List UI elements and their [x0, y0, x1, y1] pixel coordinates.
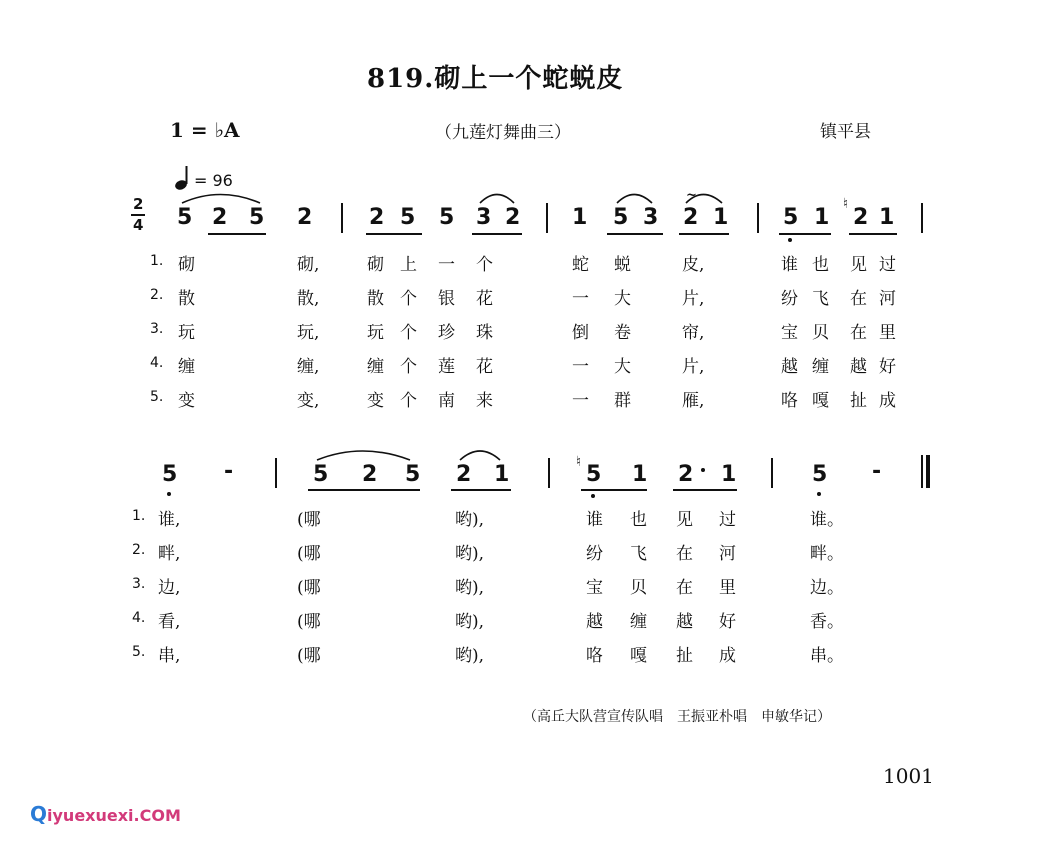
hold-dash: - [872, 459, 882, 484]
lyric: 哟), [455, 578, 485, 598]
slur [480, 195, 514, 204]
lyric: 看, [158, 612, 181, 632]
lyric: 南 [438, 391, 455, 411]
lyric: 个 [400, 391, 417, 411]
lyric: 蜕 [614, 255, 631, 275]
verse-number: 1. [150, 253, 164, 269]
lyric: 玩, [297, 323, 320, 343]
verse-number: 2. [132, 542, 146, 558]
lyric: 贝 [630, 578, 647, 598]
slur [182, 195, 260, 204]
lyric: 一 [572, 289, 589, 309]
lyric: 变 [367, 391, 384, 411]
lyric: (哪 [297, 578, 321, 598]
lyric: 上 [400, 255, 417, 275]
note: 1 [494, 462, 510, 487]
lyric: (哪 [297, 510, 321, 530]
lyric: 成 [879, 391, 896, 411]
note: 2 [362, 462, 378, 487]
note: 5 [249, 205, 265, 230]
lyric: 畔, [158, 544, 181, 564]
note: 1 [713, 205, 729, 230]
lyric: 串, [158, 646, 181, 666]
lyric: 在 [676, 578, 693, 598]
tempo-value: = 96 [194, 171, 233, 190]
note: 5 [162, 462, 178, 487]
note: 1 [632, 462, 648, 487]
lyric: 香。 [810, 612, 844, 632]
verse-number: 1. [132, 508, 146, 524]
note: 1 [814, 205, 830, 230]
lyric: 在 [676, 544, 693, 564]
lyric: 砌 [178, 255, 195, 275]
note: 5 [613, 205, 629, 230]
lyric: 散 [178, 289, 195, 309]
lyric: 也 [630, 510, 647, 530]
note: 2 [297, 205, 313, 230]
lyric: 大 [614, 357, 631, 377]
verse-number: 3. [132, 576, 146, 592]
lyric: 在 [850, 323, 867, 343]
lyric: 来 [476, 391, 493, 411]
page-number: 1001 [883, 764, 934, 788]
lyric: 纷 [586, 544, 603, 564]
watermark-text: iyuexuexi.COM [47, 806, 181, 825]
slur [617, 195, 652, 204]
lyric: 过 [879, 255, 896, 275]
lyric: 串。 [810, 646, 844, 666]
note: 5 [400, 205, 416, 230]
verse-number: 4. [132, 610, 146, 626]
lyric: 扯 [850, 391, 867, 411]
lyric: 散 [367, 289, 384, 309]
key-signature: 1 = ♭A [170, 118, 240, 142]
lyric: 成 [719, 646, 736, 666]
lyric: 大 [614, 289, 631, 309]
slur [460, 451, 500, 460]
lyric: 哟), [455, 510, 485, 530]
lyric: 片, [682, 289, 705, 309]
lyric: 哟), [455, 646, 485, 666]
time-sig-top: 2 [133, 195, 144, 213]
lyric: 哟), [455, 544, 485, 564]
lyric: 畔。 [810, 544, 844, 564]
lyric: 里 [879, 323, 896, 343]
verse-number: 3. [150, 321, 164, 337]
note: 5 [313, 462, 329, 487]
lyric: 飞 [812, 289, 829, 309]
lyric: 个 [476, 255, 493, 275]
site-watermark [30, 802, 181, 826]
lyric: 玩 [178, 323, 195, 343]
note: 2 [678, 462, 694, 487]
lyric: 一 [572, 357, 589, 377]
lyric: 缠 [812, 357, 829, 377]
lyric: 越 [781, 357, 798, 377]
lyric: 缠, [297, 357, 320, 377]
note: 2 [456, 462, 472, 487]
performer-credit: （高丘大队营宣传队唱 王振亚朴唱 申敏华记） [523, 709, 831, 725]
lyric: 缠 [178, 357, 195, 377]
hold-dash: - [224, 459, 234, 484]
watermark-logo-q: Q [30, 802, 48, 826]
lyric: 缠 [630, 612, 647, 632]
note: 5 [405, 462, 421, 487]
note: 1 [879, 205, 895, 230]
lyric: 皮, [682, 255, 705, 275]
lyric: 个 [400, 357, 417, 377]
lyric: 砌, [297, 255, 320, 275]
note: 2 [369, 205, 385, 230]
song-subtitle: （九莲灯舞曲三） [435, 123, 571, 143]
lyric: 越 [586, 612, 603, 632]
lyric: 银 [438, 289, 455, 309]
verse-number: 5. [150, 389, 164, 405]
lyric: 嘎 [812, 391, 829, 411]
note: 1 [721, 462, 737, 487]
note: 5 [177, 205, 193, 230]
lyric: 边。 [810, 578, 844, 598]
lyric: 好 [879, 357, 896, 377]
region-label: 镇平县 [820, 122, 871, 142]
slur [686, 195, 722, 204]
lyric: 咯 [586, 646, 603, 666]
note: 2 [505, 205, 521, 230]
lyric: 在 [850, 289, 867, 309]
lyric: 砌 [367, 255, 384, 275]
lyric: 宝 [586, 578, 603, 598]
lyric: (哪 [297, 612, 321, 632]
lyric: 花 [476, 357, 493, 377]
lyric: 珠 [476, 323, 493, 343]
lyric: 哟), [455, 612, 485, 632]
note: 5 [783, 205, 799, 230]
lyric: 蛇 [572, 255, 589, 275]
note: 2 [683, 205, 699, 230]
natural-sign: ♮ [576, 454, 582, 470]
lyric: 越 [850, 357, 867, 377]
lyric: 飞 [630, 544, 647, 564]
lyric: 变 [178, 391, 195, 411]
note: 5 [812, 462, 828, 487]
note: 3 [476, 205, 492, 230]
lyric: 越 [676, 612, 693, 632]
lyric: 群 [614, 391, 631, 411]
lyric: 莲 [438, 357, 455, 377]
lyric: 见 [676, 510, 693, 530]
lyric: 散, [297, 289, 320, 309]
lyric: 倒 [572, 323, 589, 343]
note: 5 [439, 205, 455, 230]
lyric: 一 [438, 255, 455, 275]
lyric: 过 [719, 510, 736, 530]
slur [317, 451, 410, 460]
lyric: 谁, [158, 510, 181, 530]
lyric: 也 [812, 255, 829, 275]
lyric: 河 [879, 289, 896, 309]
lyric: 雁, [682, 391, 705, 411]
ornament-mark: ~ [686, 188, 697, 203]
lyric: 珍 [438, 323, 455, 343]
note: 3 [643, 205, 659, 230]
verse-number: 5. [132, 644, 146, 660]
verse-number: 4. [150, 355, 164, 371]
lyric: 花 [476, 289, 493, 309]
lyric: 嘎 [630, 646, 647, 666]
lyric: 扯 [676, 646, 693, 666]
lyric: 河 [719, 544, 736, 564]
lyric: 玩 [367, 323, 384, 343]
lyric: 缠 [367, 357, 384, 377]
lyric: 卷 [614, 323, 631, 343]
note: 2 [212, 205, 228, 230]
lyric: 一 [572, 391, 589, 411]
lyric: 纷 [781, 289, 798, 309]
lyric: 变, [297, 391, 320, 411]
lyric: 片, [682, 357, 705, 377]
lyric: 好 [719, 612, 736, 632]
lyric: 谁 [586, 510, 603, 530]
lyric: 个 [400, 323, 417, 343]
note: 1 [572, 205, 588, 230]
lyric: 边, [158, 578, 181, 598]
note: 5 [586, 462, 602, 487]
song-title: 819.砌上一个蛇蜕皮 [367, 64, 624, 94]
note: 2 [853, 205, 869, 230]
time-sig-bottom: 4 [133, 216, 144, 234]
lyric: 见 [850, 255, 867, 275]
lyric: 谁。 [810, 510, 844, 530]
lyric: (哪 [297, 544, 321, 564]
lyric: 帘, [682, 323, 705, 343]
lyric: 个 [400, 289, 417, 309]
lyric: (哪 [297, 646, 321, 666]
verse-number: 2. [150, 287, 164, 303]
natural-sign: ♮ [843, 196, 849, 212]
lyric: 咯 [781, 391, 798, 411]
lyric: 宝 [781, 323, 798, 343]
lyric: 谁 [781, 255, 798, 275]
lyric: 贝 [812, 323, 829, 343]
lyric: 里 [719, 578, 736, 598]
